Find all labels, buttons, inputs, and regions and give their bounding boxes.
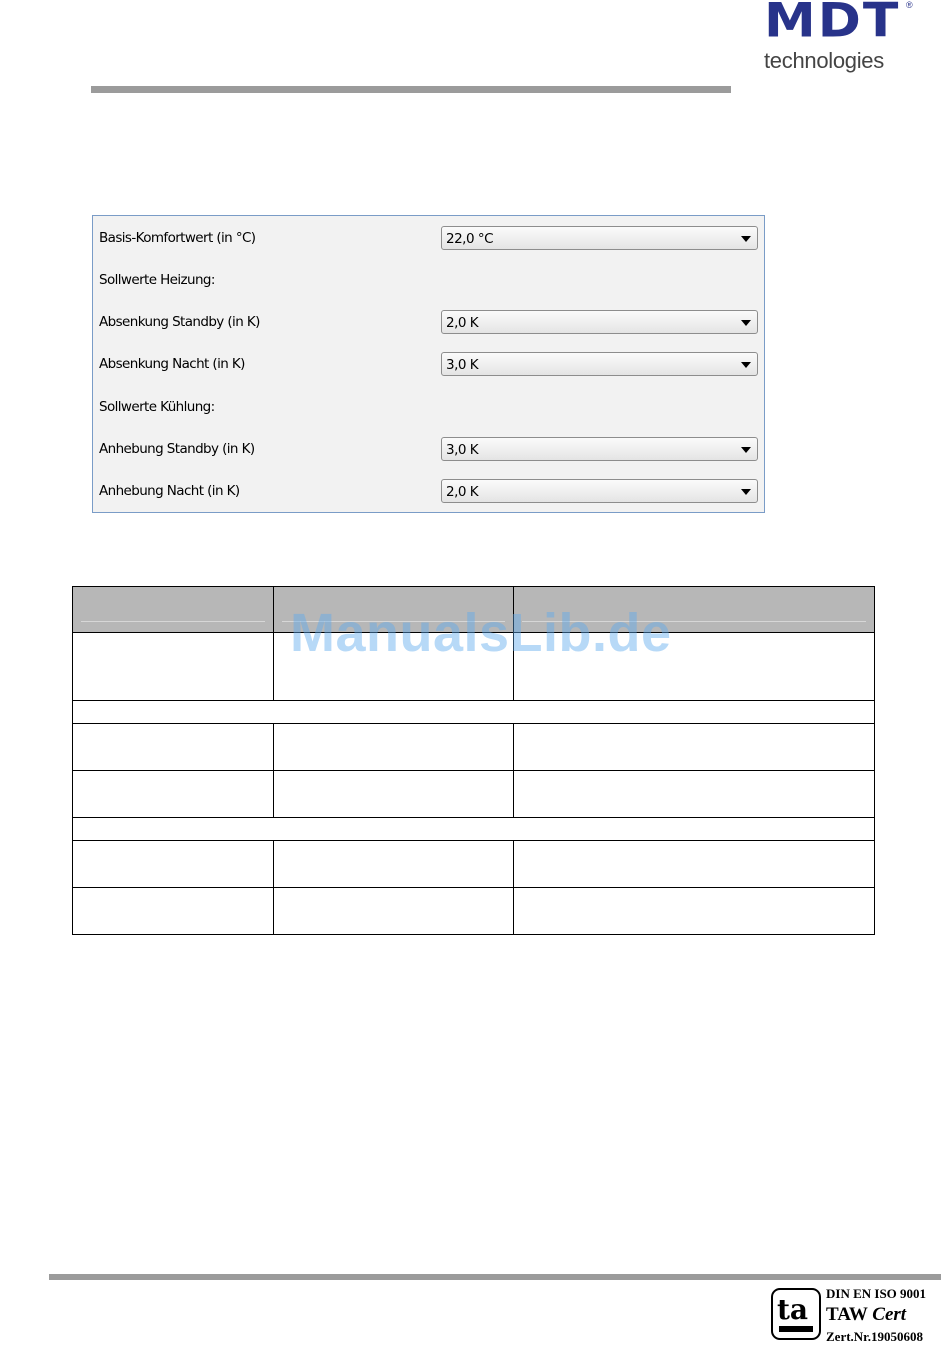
label-absenkung-standby: Absenkung Standby (in K)	[99, 314, 260, 330]
table-section-row	[73, 701, 875, 724]
mdt-logo	[762, 0, 922, 80]
chevron-down-icon	[741, 489, 751, 495]
table-row	[73, 888, 875, 935]
table-section-row	[73, 818, 875, 841]
label-basis-komfortwert: Basis-Komfortwert (in °C)	[99, 230, 256, 246]
header-divider	[91, 86, 731, 93]
chevron-down-icon	[741, 236, 751, 242]
certification-logo-icon	[771, 1288, 821, 1340]
cert-standard: DIN EN ISO 9001	[826, 1286, 927, 1301]
label-sollwerte-heizung: Sollwerte Heizung:	[99, 272, 215, 288]
table-header-cell	[73, 587, 274, 633]
chevron-down-icon	[741, 447, 751, 453]
dropdown-basis-komfortwert[interactable]	[441, 226, 758, 250]
cert-logo-text: ta	[777, 1293, 809, 1326]
label-absenkung-nacht: Absenkung Nacht (in K)	[99, 356, 245, 372]
parameter-panel	[92, 215, 765, 513]
logo-subtitle: technologies	[764, 48, 884, 73]
footer-divider	[49, 1274, 941, 1280]
cert-number: Zert.Nr.19050608	[826, 1329, 924, 1344]
dropdown-value: 3,0 K	[446, 357, 479, 373]
table-row	[73, 771, 875, 818]
chevron-down-icon	[741, 362, 751, 368]
dropdown-absenkung-nacht[interactable]	[441, 352, 758, 376]
label-anhebung-nacht: Anhebung Nacht (in K)	[99, 483, 240, 499]
dropdown-value: 3,0 K	[446, 442, 479, 458]
chevron-down-icon	[741, 320, 751, 326]
dropdown-anhebung-nacht[interactable]	[441, 479, 758, 503]
table-row	[73, 724, 875, 771]
table-row	[73, 841, 875, 888]
dropdown-anhebung-standby[interactable]	[441, 437, 758, 461]
logo-registered-mark: ®	[906, 0, 913, 10]
dropdown-absenkung-standby[interactable]	[441, 310, 758, 334]
cert-issuer: TAW Cert	[826, 1304, 907, 1325]
logo-brand: MDT	[764, 0, 901, 48]
label-sollwerte-kuehlung: Sollwerte Kühlung:	[99, 399, 215, 415]
dropdown-value: 2,0 K	[446, 315, 479, 331]
dropdown-value: 2,0 K	[446, 484, 479, 500]
dropdown-value: 22,0 °C	[446, 231, 494, 247]
watermark: ManualsLib.de	[290, 603, 672, 663]
label-anhebung-standby: Anhebung Standby (in K)	[99, 441, 255, 457]
